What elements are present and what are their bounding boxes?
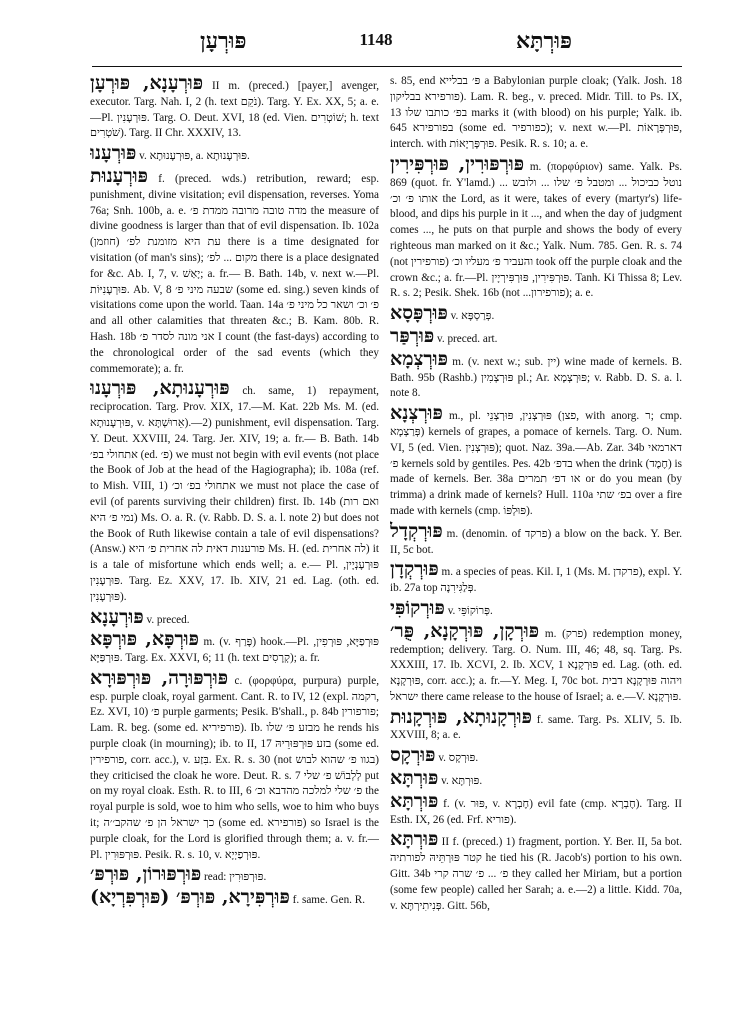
- dictionary-entry: [390, 596, 682, 620]
- dictionary-entry: [390, 304, 682, 325]
- dictionary-entry: [390, 324, 682, 348]
- dictionary-entry: [90, 164, 379, 377]
- entry-definition: v. preced.: [146, 613, 190, 626]
- entry-headword: פּוּרְפּוּרוֹן, פּוּרְפּ׳: [90, 863, 202, 886]
- dictionary-entry: [390, 74, 682, 153]
- dictionary-entry: [90, 666, 379, 864]
- entry-definition: s. 85, end פּ׳ בבלייא a Babylonian purple cloak; (Yalk. Josh. 18 פורפירא בבליקון). Lam. R. beg., v. preced. Midr. Till. to Ps. IX, 13 בפ׳ כותבו שלו marks it (with blood) on his purple; Yalk. ib. 645 בפורפירא (some ed. כפורפיר); v. next w.—Pl. פּוּרְפְּרָאוֹת, interch. with פּוּרְפָּרְיָאוֹת. Pesik. R. s. 10; a. e.: [390, 75, 682, 151]
- header-rule: [92, 66, 682, 67]
- entry-headword: פּוּרְעָנוּת: [90, 164, 148, 187]
- page-number: 1148: [359, 30, 393, 49]
- entry-definition: m. a species of peas. Kil. I, 1 (Ms. M. פרקדן), expl. Y. ib. 27a top פְּלַגִּירִנָה.: [390, 566, 682, 595]
- entry-definition: m. (פרק) redemption money, redemption; delivery. Targ. O. Num. III, 46; 48, sq. Targ. Ps. XXXIII, 17. Ib. XCVI, 2. Ib. XCV, 1 פּוּרְקָנָא ed. Lag. (oth. ed. פּוּרְקָנָא, corr. acc.); a. fr.—Y. Meg. I, 70c bot. ויהוה פּוּרְקָנָא דבית ישראל there came release to the house of Israel; a. e.—V. פּוּרְקָנָא.: [390, 627, 682, 703]
- dictionary-entry: [90, 605, 379, 629]
- entry-definition: read: פּוּרְפּוּרִין.: [204, 871, 267, 884]
- entry-definition: f. (preced. wds.) retribution, reward; esp. punishment, divine visitation; evil dispensation, reverses. Yoma 76a; Snh. 100b, a. e. מדה טובה מרובה ממדת פ׳ the measure of divine goodness is larger than that of evil dispensation. Ib. 102a עת היא מזומנת לפ׳ (חוזמן) there is a time designated for visitation (of man's sins); מקום ... לפ׳ there is a place designated for &c. Ab. I, 7, v. יָאַשׁ; a. fr.— B. Bath. 14b, v. next w.—Pl. פּוּרְעָנִיּוֹת. Ab. V, 8 שבעה מיני פ׳ (some ed. sing.) seven kinds of visitations come upon the world. Taan. 14a פ׳ וכ׳ ושאר כל מיני פ׳ and all other calamities that threaten &c.; B. Kam. 80b. R. Hash. 18b אני מונה לסדר פ׳ I count (the fast-days) according to the chronological order of the sad events (which they commemorate); a. fr.: [90, 172, 379, 375]
- dictionary-entry: [90, 379, 379, 605]
- entry-definition: v. preced. art.: [437, 332, 498, 345]
- entry-definition: m. (πορφύριον) same. Yalk. Ps. 869 (quot. fr. Y'lamd.) ... נוטל כביכול ... ומטבל פ׳ שלו ... ולובש אותו פ׳ וכ׳ the Lord, as it were, takes of every (martyr's) life-blood, and dips his purple in it ..., and when the day of judgment comes ..., he puts on that purple and shows the body of every righteous man marked on it &c.; Yalk. Num. 785. Gen. R. s. 74 (not פורפירין) והעביר פ׳ מעליו וכ׳ took off the purple cloak and the crown &c.; a. fr.—Pl. פּוּרְפִּירִין, פּוּרְפִּירְיָין. Tanh. Ki Thissa 8; Lev. R. s. 2; Pesik. Shek. 16b (not ...פורפירון); a. e.: [390, 160, 682, 300]
- dictionary-entry: [90, 888, 379, 909]
- dictionary-entry: [390, 705, 682, 745]
- entry-definition: v. פּוּרְתָּא.: [441, 775, 483, 788]
- entry-definition: m. (v. פָּרַף) hook.—Pl. פּוּרְפַיָּא, פּוּרְפִין, פּוּרְפַּיָּא. Targ. Ex. XXVI, 6; 11 (h. text קְרָסִים); a. fr.: [90, 636, 379, 665]
- entry-definition: c. (φορφύρα, purpura) purple, esp. purple cloak, royal garment. Cant. R. to IV, 12 (expl. רקמה, Ez. XVI, 10) פ׳ purple garments; Pesik. B'shall., p. 84b פורפורין; Lam. R. beg. (some ed. פורפיריא). Ib. מבזע פ׳ שלו he rends his purple cloak (in mourning); ib. to II, 17 בזע פּוּרְפּוּרֵיהּ (some ed. פורפירין, corr. acc.), v. בִּזַע. Ex. R. s. 30 (not בגוו פ׳ שהוא לבוש) they criticised the cloak he wore. Deut. R. s. 7 לְלְבוֹשׁ פ׳ שלי put on my royal cloak. Esth. R. to III, 6 פ׳ שלי למלכה מהדבא וכ׳ the royal purple is sold, woe to him who sells, woe to him who buys it; כך ישראל הן פ׳ שהקב׳׳ה (some ed. פורפירא) so Israel is the purple cloak, for the Lord is glorified through them; a. v. fr.—Pl. פּוּרְפּוּרִין. Pesik. R. s. 10, v. פּוּרְפַיְיָא.: [90, 674, 379, 861]
- dictionary-entry: [390, 347, 682, 402]
- entry-definition: m. (denomin. of פרקד) a blow on the back. Y. Ber. II, 5c bot.: [390, 527, 682, 556]
- entry-headword: פּוּרְקוֹפִּי: [390, 596, 445, 619]
- entry-headword: פּוּרְעָנָא: [90, 605, 144, 628]
- right-column: [390, 74, 682, 1012]
- dictionary-entry: [390, 619, 682, 706]
- entry-definition: ch. same, 1) repayment, reciprocation. Targ. Prov. XIX, 17.—M. Kat. 22b Ms. M. (ed. פּוּרְעָנוּתָא, v. אֵרוּשְׁתָּא).—2) punishment, evil dispensation. Targ. Y. Deut. XXVIII, 24. Targ. Jer. XIV, 19; a. fr.— B. Bath. 14b אתחולי בפ׳ (ed. פ׳) we must not begin with evil events (not place the Book of Job at the head of the Hagiographa); ib. 108a (ref. to Mish. VIII, 1) אתחולי בפ׳ וכ׳ we must not place the case of evil (of parents surviving their children) first. Ib. 14b (ואם רות נמי פ׳ היא) Ms. O. a. R. (v. Rabb. D. S. a. l. note 2) but does not the Book of Ruth likewise contain a tale of evil dispensations? (Answ.) פורענות דאית לה אחרית פ׳ היא Ms. H. (ed. לה אחרית) it is a tale of misfortune which ends well; a. e.— Pl. פּוּרְעָנְיָין, פּוּרְעָנִין. Targ. Ez. XXV, 17. Ib. XIV, 21 ed. Lag. (oth. ed. פּוּרְעָנִין).: [90, 385, 379, 603]
- entry-definition: m. (v. next w.; sub. יין) wine made of kernels. B. Bath. 95b (Rashb.) פּוּרְצְמִין pl.; Ar. פּוּרְצְמָא; v. Rabb. D. S. a. l. note 8.: [390, 355, 682, 400]
- entry-headword: פּוּרְעָנוּ: [90, 142, 137, 165]
- right-running-headword: פּוּרְתָּא: [516, 28, 572, 53]
- entry-definition: v. פְּרוֹקוֹפֵּי.: [447, 604, 493, 617]
- entry-definition: v. פּוּרְעָנוּתָא, a. פּוּרְעָנוּתָא.: [139, 150, 250, 163]
- entry-definition: v. פּוּרְקָס.: [438, 752, 479, 765]
- dictionary-entry: [90, 865, 379, 886]
- dictionary-entry: [390, 519, 682, 559]
- entry-definition: f. same. Targ. Ps. XLIV, 5. Ib. XXVIII, 8; a. e.: [390, 713, 682, 742]
- dictionary-entry: [90, 144, 379, 165]
- entry-headword: פּוּרְצְמָא: [390, 347, 448, 370]
- entry-headword: פּוּרְפִּירָא, פּוּרְפּ׳ (פּוּרְפִּרְיָא): [90, 886, 290, 909]
- left-running-headword: פּוּרְעָן: [200, 28, 247, 53]
- entry-headword: פּוּרְצְנָא: [390, 402, 443, 425]
- entry-definition: v. פְּרַסְפָּא.: [450, 310, 495, 323]
- entry-headword: פּוּרְקְדָן: [390, 558, 439, 581]
- entry-headword: פּוּרְעָנָא, פּוּרְעָן: [90, 74, 204, 94]
- entry-headword: פּוּרְתָּא: [390, 828, 439, 851]
- entry-headword: פּוּרְתָּא: [390, 789, 439, 812]
- dictionary-entry: [90, 74, 379, 142]
- entry-headword: פּוּרְפַּר: [390, 324, 435, 347]
- entry-headword: פּוּרְפָּסָא: [390, 302, 448, 325]
- entry-definition: f. (v. פּוּר, v. חֶבְרָא) evil fate (cmp. חֶבְרָא). Targ. II Esth. IX, 26 (ed. Frf. פוריא).: [390, 797, 682, 826]
- entry-definition: II m. (preced.) [payer,] avenger, executor. Targ. Nah. I, 2 (h. text נֹקֵם). Targ. Y. Ex. XX, 5; a. e.—Pl. פּוּרְעָנִין. Targ. O. Deut. XVI, 18 (ed. Vien. שׁוֹטְרִים; h. text שֹׁטְרִים). Targ. II Chr. XXXIV, 13.: [90, 80, 379, 140]
- left-column: [90, 74, 379, 1012]
- dictionary-entry: [390, 789, 682, 829]
- dictionary-entry: [90, 630, 379, 667]
- entry-definition: II f. (preced.) 1) fragment, portion. Y. Ber. II, 5a bot. קטר פּוּרְתֵּיהּ לפורתיה he tied his (R. Jacob's) portion to his own. Gitt. 34b פ׳ ... פ׳ שרה קרי they called her Miriam, but a portion (some few people) called her Sarah; a. e.—2) a little. Kidd. 70a, v. פְּנִיתִירְתָּא. Gitt. 56b,: [390, 836, 682, 912]
- running-header: [0, 26, 750, 66]
- entry-headword: פּוּרְתָּא: [390, 767, 439, 790]
- dictionary-entry: [390, 830, 682, 914]
- entry-definition: m., pl. פּוּרְצְנִין, פּוּרְצְנֵי (פצן, with anorg. ר; cmp. פְּרַצְמָא) kernels of grapes, a pomace of kernels. Targ. O. Num. VI, 5 (ed. Vien. פּוּרְצְנִין); quot. Naz. 39a.—Ab. Zar. 34b דארמאי פ׳ kernels sold by gentiles. Pes. 42b בדפ׳ when the drink (חֶמֶד) is made of kernels. Ber. 38a או דפ׳ תמרים or do you mean (by trimma) a drink made of kernels? Hull. 110a בפ׳ שתי over a fire made with kernels (cmp. פּוּלְפּוֹ).: [390, 410, 682, 517]
- entry-headword: פּוּרְקָנוּתָא, פּוּרְקָנוּת: [390, 705, 532, 728]
- entry-headword: פּוּרְעָנוּתָא, פּוּרְעָנוּ: [90, 377, 230, 400]
- entry-headword: פּוּרְקָן, פּוּרְקָנָא, פֻּר׳: [390, 619, 540, 642]
- entry-headword: פּוּרְקְדָל: [390, 519, 443, 542]
- entry-headword: פּוּרְפָּא, פּוּרְפָּא: [90, 628, 199, 651]
- dictionary-entry: [390, 769, 682, 790]
- entry-definition: f. same. Gen. R.: [292, 894, 366, 907]
- entry-headword: פּוּרְקָס: [390, 744, 436, 767]
- entry-headword: פּוּרְפּוּרִין, פּוּרְפִּירִין: [390, 152, 525, 175]
- dictionary-entry: [390, 152, 682, 302]
- entry-headword: פּוּרְפּוּרָה, פּוּרְפּוּרָא: [90, 666, 229, 689]
- dictionary-entry: [390, 404, 682, 520]
- dictionary-entry: [390, 746, 682, 767]
- dictionary-entry: [390, 560, 682, 597]
